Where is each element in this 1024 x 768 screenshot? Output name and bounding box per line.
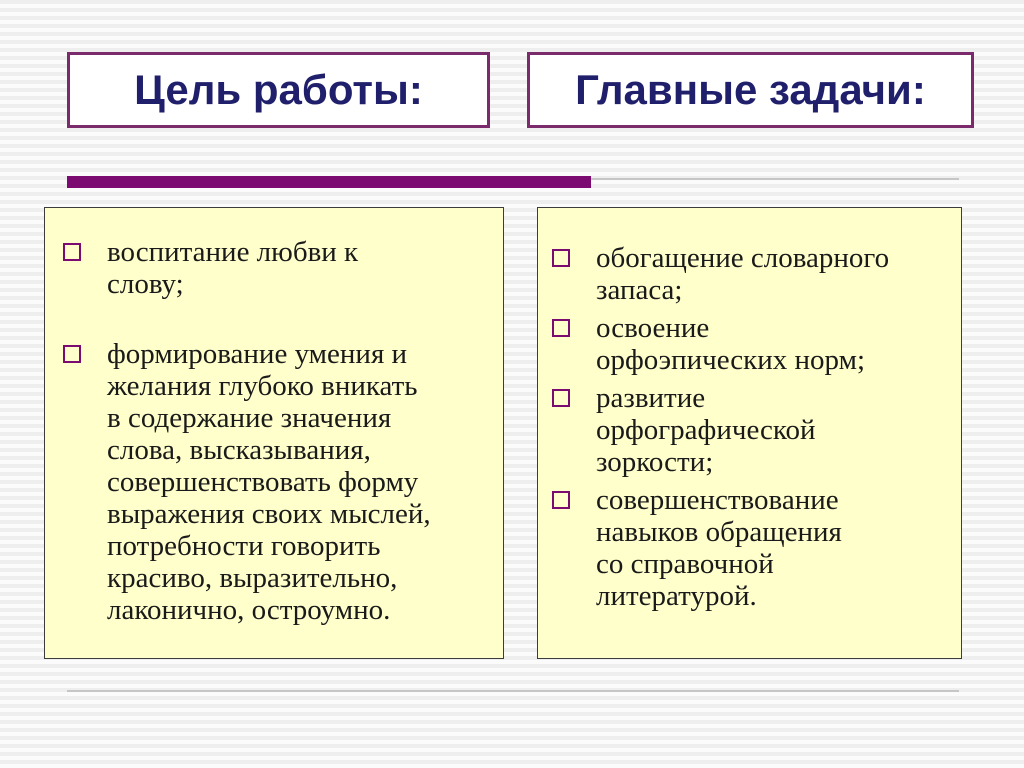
tasks-title: Главные задачи:	[575, 66, 926, 113]
list-item-text: совершенствование навыков обращения со справочной литературой.	[596, 484, 842, 612]
tasks-panel	[537, 207, 962, 659]
hollow-square-icon	[552, 389, 570, 407]
hollow-square-icon	[552, 491, 570, 509]
list-item	[550, 484, 951, 612]
list-item-text: освоение орфоэпических норм;	[596, 312, 866, 376]
goal-title: Цель работы:	[134, 66, 423, 113]
hollow-square-icon	[552, 249, 570, 267]
list-item	[61, 236, 491, 300]
goals-list	[61, 236, 491, 626]
hollow-square-icon	[63, 243, 81, 261]
tasks-list	[550, 242, 951, 612]
divider-thin-top	[591, 178, 959, 180]
list-item-text: обогащение словарного запаса;	[596, 242, 890, 306]
goals-panel	[44, 207, 504, 659]
list-item	[550, 382, 951, 478]
goal-title-box	[67, 52, 490, 128]
hollow-square-icon	[552, 319, 570, 337]
divider-thick	[67, 176, 591, 188]
divider-thin-bottom	[67, 690, 959, 692]
list-item-text: развитие орфографической зоркости;	[596, 382, 816, 478]
list-item	[61, 338, 491, 626]
list-item-text: воспитание любви к слову;	[107, 236, 359, 300]
hollow-square-icon	[63, 345, 81, 363]
list-item	[550, 242, 951, 306]
tasks-title-box	[527, 52, 974, 128]
list-item-text: формирование умения и желания глубоко вникать в содержание значения слова, высказывания, совершенствовать форму выражения своих мыслей, потребности говорить красиво, выразительно, лаконично, остроумно.	[107, 338, 431, 626]
list-item	[550, 312, 951, 376]
